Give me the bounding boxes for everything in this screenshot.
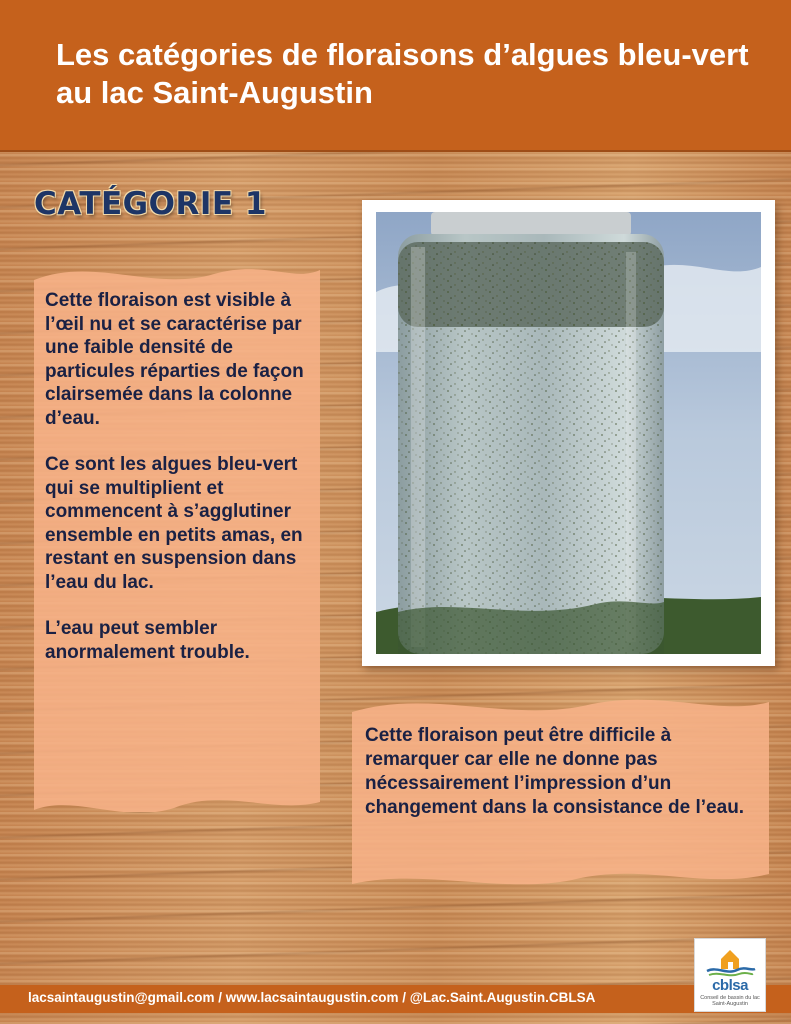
house-wave-logo-icon <box>695 939 765 979</box>
paragraph-3: L’eau peut sembler anormalement trouble. <box>45 618 250 663</box>
page-title: Les catégories de floraisons d’algues bleu-vert au lac Saint-Augustin <box>56 37 749 110</box>
paragraph-2: Ce sont les algues bleu-vert qui se multiplient et commencent à s’agglutiner ensemble en petits amas, en restant en suspension dans l’eau du lac. <box>45 454 303 593</box>
cblsa-logo <box>694 938 766 1012</box>
right-text-block: Cette floraison peut être difficile à remarquer car elle ne donne pas nécessairement l’impression d’un changement dans la consistance de l’eau. <box>365 725 745 818</box>
photo-frame <box>362 200 775 666</box>
category-heading: CATÉGORIE 1 <box>34 186 267 222</box>
glass-jar-water-sample-icon <box>376 212 761 654</box>
logo-subtitle: Conseil de bassin du lac Saint-Augustin <box>700 995 760 1007</box>
logo-name: cblsa <box>712 977 748 994</box>
left-text-block <box>45 289 317 687</box>
footer-contact[interactable]: lacsaintaugustin@gmail.com / www.lacsaintaugustin.com / @Lac.Saint.Augustin.CBLSA <box>28 990 596 1005</box>
paragraph-1: Cette floraison est visible à l’œil nu et se caractérise par une faible densité de particules réparties de façon clairsemée dans la colonne d’eau. <box>45 290 304 429</box>
header-banner <box>0 0 791 152</box>
